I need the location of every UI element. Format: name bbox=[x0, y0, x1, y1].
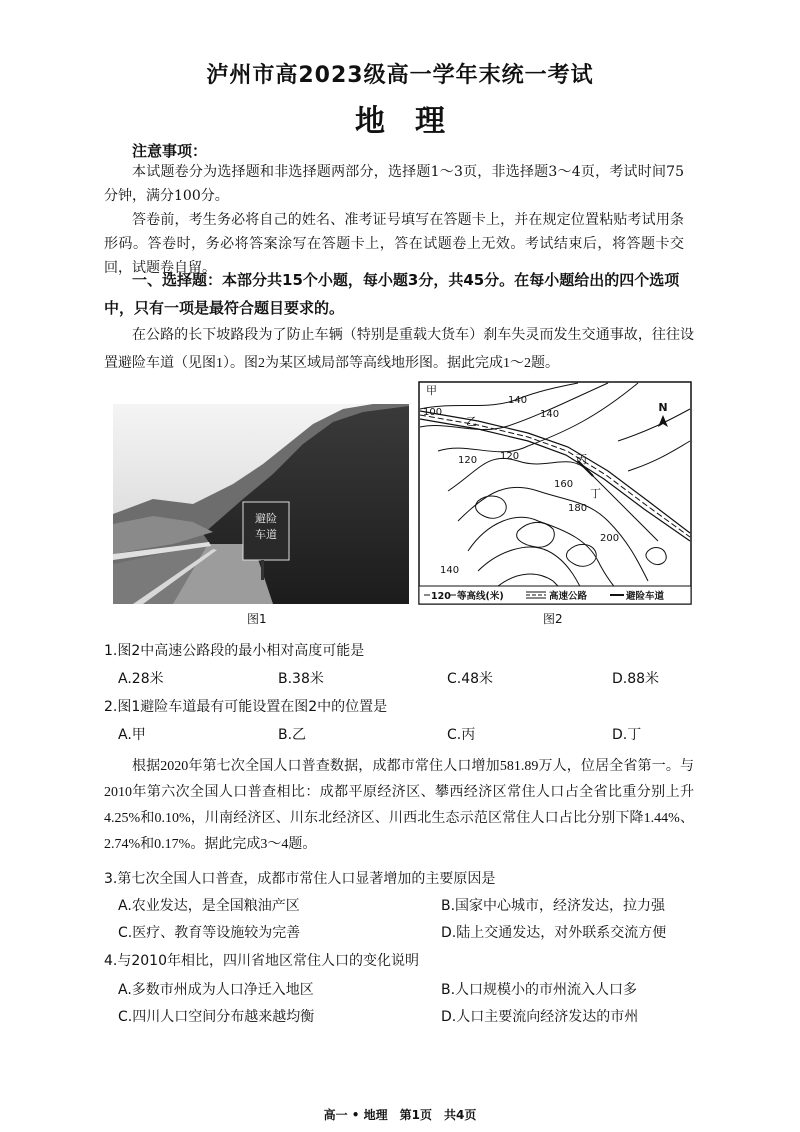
question-1-option-a[interactable]: A.28米 bbox=[118, 671, 164, 687]
contour-label-140-c: 140 bbox=[440, 565, 460, 576]
question-2-stem: 2.图1避险车道最有可能设置在图2中的位置是 bbox=[104, 699, 388, 715]
contour-label-200: 200 bbox=[600, 533, 620, 544]
north-label: N bbox=[658, 401, 668, 414]
sign-text-line-2: 车道 bbox=[255, 528, 277, 541]
question-4-option-a[interactable]: A.多数市州成为人口净迁入地区 bbox=[118, 982, 314, 998]
place-label-yi: 乙 bbox=[466, 415, 477, 428]
question-3-option-b[interactable]: B.国家中心城市，经济发达，拉力强 bbox=[441, 898, 666, 914]
sign-text-line-1: 避险 bbox=[255, 512, 277, 525]
contour-label-100: 100 bbox=[423, 407, 443, 418]
place-label-bing: 丙 bbox=[576, 453, 587, 466]
contour-label-160: 160 bbox=[554, 479, 574, 490]
legend-highway-text: 高速公路 bbox=[549, 591, 588, 602]
map-legend bbox=[419, 586, 691, 604]
question-3-stem: 3.第七次全国人口普查，成都市常住人口显著增加的主要原因是 bbox=[104, 871, 496, 887]
question-4-option-d[interactable]: D.人口主要流向经济发达的市州 bbox=[441, 1009, 639, 1025]
legend-contour-text: 等高线(米) bbox=[457, 591, 504, 602]
question-4-stem: 4.与2010年相比，四川省地区常住人口的变化说明 bbox=[104, 953, 419, 969]
subject-title: 地理 bbox=[355, 104, 475, 139]
legend-escape-text: 避险车道 bbox=[626, 591, 665, 602]
page-footer: 高一 • 地理 第1页 共4页 bbox=[323, 1108, 477, 1122]
figure-1-caption: 图1 bbox=[247, 612, 267, 626]
figure-1-photo bbox=[113, 404, 409, 604]
question-2-option-b[interactable]: B.乙 bbox=[278, 727, 307, 743]
notice-heading: 注意事项： bbox=[132, 142, 208, 160]
question-4-option-c[interactable]: C.四川人口空间分布越来越均衡 bbox=[118, 1009, 315, 1025]
question-1-stem: 1.图2中高速公路段的最小相对高度可能是 bbox=[104, 643, 365, 659]
contour-label-140-b: 140 bbox=[540, 409, 560, 420]
contour-label-120-a: 120 bbox=[458, 455, 478, 466]
legend-contour-value: 120 bbox=[431, 591, 451, 602]
exam-title: 泸州市高2023级高一学年末统一考试 bbox=[206, 63, 594, 88]
contour-label-180: 180 bbox=[568, 503, 588, 514]
question-3-option-d[interactable]: D.陆上交通发达，对外联系交流方便 bbox=[441, 925, 667, 941]
figure-2-caption: 图2 bbox=[543, 612, 563, 626]
question-3-option-c[interactable]: C.医疗、教育等设施较为完善 bbox=[118, 925, 301, 941]
question-2-option-c[interactable]: C.丙 bbox=[447, 727, 476, 743]
question-3-option-a[interactable]: A.农业发达，是全国粮油产区 bbox=[118, 898, 300, 914]
question-2-option-a[interactable]: A.甲 bbox=[118, 727, 146, 743]
passage-2: 根据2020年第七次全国人口普查数据，成都市常住人口增加581.89万人，位居全省第一。与2010年第六次全国人口普查相比：成都平原经济区、攀西经济区常住人口占全省比重分别上升4.25%和0.10%，川南经济区、川东北经济区、川西北生态示范区常住人口占比分别下降1.44%、2.74%和0.17%。据此完成3～4题。 bbox=[104, 759, 694, 852]
question-1-option-d[interactable]: D.88米 bbox=[612, 671, 660, 687]
question-4-option-b[interactable]: B.人口规模小的市州流入人口多 bbox=[441, 982, 638, 998]
question-2-option-d[interactable]: D.丁 bbox=[612, 727, 642, 743]
figure-2-contour-map bbox=[418, 381, 692, 605]
contour-label-120-b: 120 bbox=[500, 451, 520, 462]
place-label-jia: 甲 bbox=[426, 384, 437, 397]
section-heading: 一、选择题：本部分共15个小题，每小题3分，共45分。在每小题给出的四个选项中，只有一项是最符合题目要求的。 bbox=[104, 271, 680, 317]
contour-label-140-a: 140 bbox=[508, 395, 528, 406]
question-1-option-b[interactable]: B.38米 bbox=[278, 671, 324, 687]
passage-1: 在公路的长下坡路段为了防止车辆（特别是重载大货车）刹车失灵而发生交通事故，往往设置避险车道（见图1）。图2为某区域局部等高线地形图。据此完成1～2题。 bbox=[104, 328, 694, 371]
notice-paragraph-2: 答卷前，考生务必将自己的姓名、准考证号填写在答题卡上，并在规定位置粘贴考试用条形码。答卷时，务必将答案涂写在答题卡上，答在试题卷上无效。考试结束后，将答题卡交回，试题卷自留。 bbox=[104, 212, 684, 276]
place-label-ding: 丁 bbox=[590, 487, 601, 500]
question-1-option-c[interactable]: C.48米 bbox=[447, 671, 494, 687]
notice-paragraph-1: 本试题卷分为选择题和非选择题两部分，选择题1～3页，非选择题3～4页，考试时间75分钟，满分100分。 bbox=[104, 164, 684, 204]
